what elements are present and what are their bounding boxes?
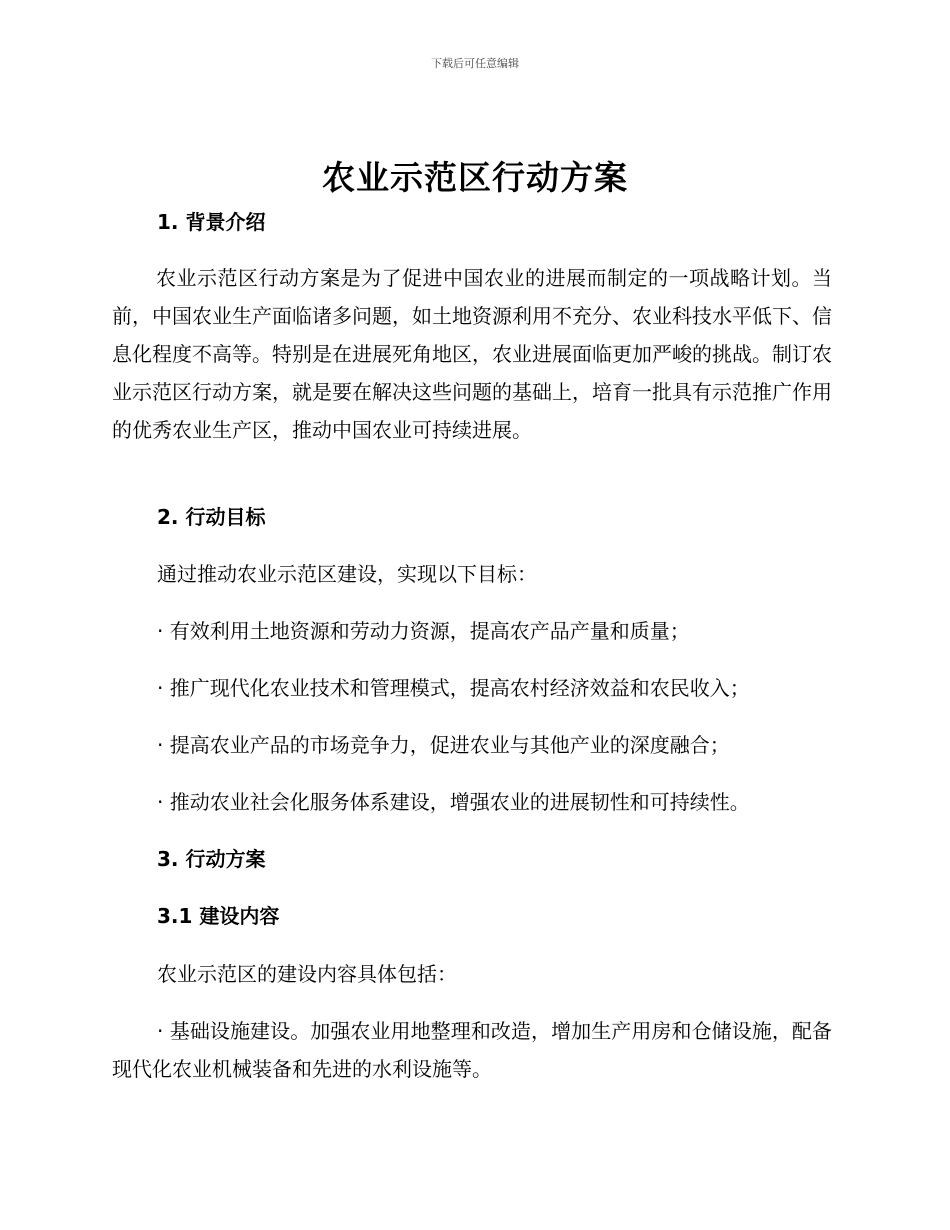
goals-intro: 通过推动农业示范区建设，实现以下目标： [157, 562, 537, 586]
section-heading-goals: 2. 行动目标 [157, 505, 266, 529]
construction-bullet-paragraph: · 基础设施建设。加强农业用地整理和改造，增加生产用房和仓储设施，配备现代化农业机械装备和先进的水利设施等。 [112, 1019, 832, 1081]
goal-bullet: · 推广现代化农业技术和管理模式，提高农村经济效益和农民收入； [157, 676, 750, 700]
document-title: 农业示范区行动方案 [322, 158, 628, 197]
subsection-heading-construction: 3.1 建设内容 [157, 904, 280, 928]
section-heading-plan: 3. 行动方案 [157, 847, 266, 871]
goal-bullet: · 有效利用土地资源和劳动力资源，提高农产品产量和质量； [157, 619, 690, 643]
background-paragraph: 农业示范区行动方案是为了促进中国农业的进展而制定的一项战略计划。当前，中国农业生产面临诸多问题，如土地资源利用不充分、农业科技水平低下、信息化程度不高等。特别是在进展死角地区，农业进展面临更加严峻的挑战。制订农业示范区行动方案，就是要在解决这些问题的基础上，培育一批具有示范推广作用的优秀农业生产区，推动中国农业可持续进展。 [112, 266, 832, 442]
page-header: 下载后可任意编辑 [431, 57, 519, 70]
construction-intro: 农业示范区的建设内容具体包括： [157, 962, 457, 986]
goal-bullet: · 提高农业产品的市场竞争力，促进农业与其他产业的深度融合； [157, 733, 730, 757]
section-heading-background: 1. 背景介绍 [157, 210, 266, 234]
goal-bullet: · 推动农业社会化服务体系建设，增强农业的进展韧性和可持续性。 [157, 790, 750, 814]
